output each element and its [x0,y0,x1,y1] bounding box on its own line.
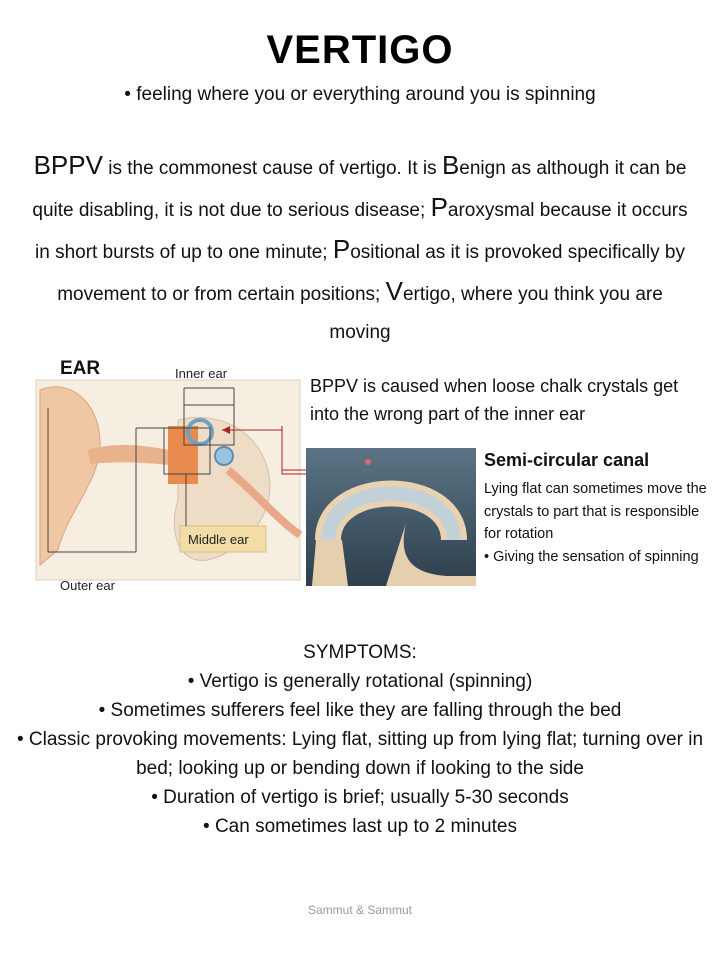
symptom-item: • Can sometimes last up to 2 minutes [203,816,517,837]
bppv-text-3: aroxysmal because it occurs in short bursts of up to one minute; [35,200,688,263]
canal-desc-line-1: Lying flat can sometimes move the crystals to part that is responsible for rotation [484,481,707,542]
canal-title: Semi-circular canal [484,450,650,470]
bppv-text-5: ertigo, where you think you are moving [329,284,663,343]
bppv-acronym: BPPV [33,150,103,180]
vertigo-initial: V [385,276,403,306]
symptoms-heading: SYMPTOMS: [303,642,417,663]
definition-bullet: • feeling where you or everything around you is spinning [124,84,596,105]
bppv-paragraph [24,146,696,352]
footer-credit: Sammut & Sammut [307,903,413,917]
page-title: VERTIGO [266,28,454,72]
symptom-item: • Duration of vertigo is brief; usually 5-30 seconds [151,787,569,808]
canal-description [484,478,714,568]
symptom-item: • Sometimes sufferers feel like they are falling through the bed [98,700,622,721]
outer-ear-label: Outer ear [60,578,115,593]
crystal-particle [365,459,371,465]
ear-heading: EAR [60,358,101,379]
bppv-text-2: enign as although it can be quite disabling, it is not due to serious disease; [32,158,687,221]
middle-ear-label: Middle ear [188,532,249,547]
canal-base-left [312,540,348,586]
symptom-item: • Classic provoking movements: Lying flat, sitting up from lying flat; turning over in bed; looking up or bending down if looking to the side [16,729,704,779]
symptoms-section [0,638,720,841]
paroxysmal-initial: P [430,192,448,222]
benign-initial: B [441,150,460,180]
positional-initial: P [332,234,351,264]
bppv-text-1: is the commonest cause of vertigo. It is [102,158,442,179]
cochlea-shape [215,447,233,465]
symptom-item: • Vertigo is generally rotational (spinning) [187,671,533,692]
inner-ear-label: Inner ear [175,366,228,381]
ear-anatomy-figure [28,360,308,600]
canal-desc-line-2: • Giving the sensation of spinning [484,548,699,565]
semicircular-canal-figure [306,448,476,586]
cause-text: BPPV is caused when loose chalk crystals get into the wrong part of the inner ear [310,376,679,424]
ossicles-shape [168,426,198,484]
bppv-text-4: ositional as it is provoked specifically by movement to or from certain positions; [57,242,685,305]
